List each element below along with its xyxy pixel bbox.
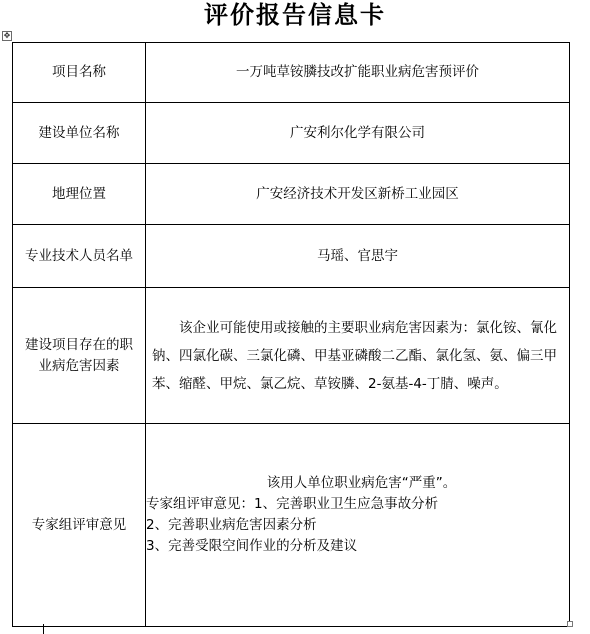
label-expert-opinion: 专家组评审意见: [13, 424, 146, 627]
table-row: [13, 225, 570, 288]
text-cursor: [43, 624, 44, 634]
label-unit-name: 建设单位名称: [13, 103, 146, 164]
table-resize-handle-icon[interactable]: [567, 621, 573, 627]
table-row: [13, 424, 570, 627]
table-row: [13, 103, 570, 164]
value-hazard-factors[interactable]: [146, 288, 570, 424]
value-location[interactable]: 广安经济技术开发区新桥工业园区: [146, 164, 570, 225]
hazard-factors-text: 该企业可能使用或接触的主要职业病危害因素为：氯化铵、氰化钠、四氯化碳、三氯化磷、甲基亚磷酸二乙酯、氯化氢、氨、偏三甲苯、缩醛、甲烷、氯乙烷、草铵膦、2-氨基-4-丁腈、噪声。: [152, 319, 557, 392]
label-hazard-factors: [13, 288, 146, 424]
opinion-line2: 专家组评审意见：1、完善职业卫生应急事故分析: [146, 496, 439, 512]
label-project-name: 项目名称: [13, 43, 146, 103]
value-unit-name[interactable]: 广安利尔化学有限公司: [146, 103, 570, 164]
table-move-handle-icon[interactable]: ✥: [3, 31, 11, 40]
opinion-line1: 该用人单位职业病危害“严重”。: [266, 475, 457, 491]
table-row: [13, 164, 570, 225]
opinion-line3: 2、完善职业病危害因素分析: [146, 517, 317, 533]
opinion-line4: 3、完善受限空间作业的分析及建议: [146, 538, 358, 554]
table-row: [13, 43, 570, 103]
label-staff: 专业技术人员名单: [13, 225, 146, 288]
label-hazard-line2: 业病危害因素: [38, 357, 120, 374]
label-location: 地理位置: [13, 164, 146, 225]
value-project-name[interactable]: 一万吨草铵膦技改扩能职业病危害预评价: [146, 43, 570, 103]
label-hazard-line1: 建设项目存在的职: [25, 336, 133, 353]
card-title: 评价报告信息卡: [204, 0, 386, 29]
table-row: [13, 288, 570, 424]
info-card-table: [12, 42, 570, 627]
opinion-spacer: [146, 557, 569, 577]
value-expert-opinion[interactable]: [146, 424, 570, 627]
value-staff[interactable]: 马瑶、官思宇: [146, 225, 570, 288]
